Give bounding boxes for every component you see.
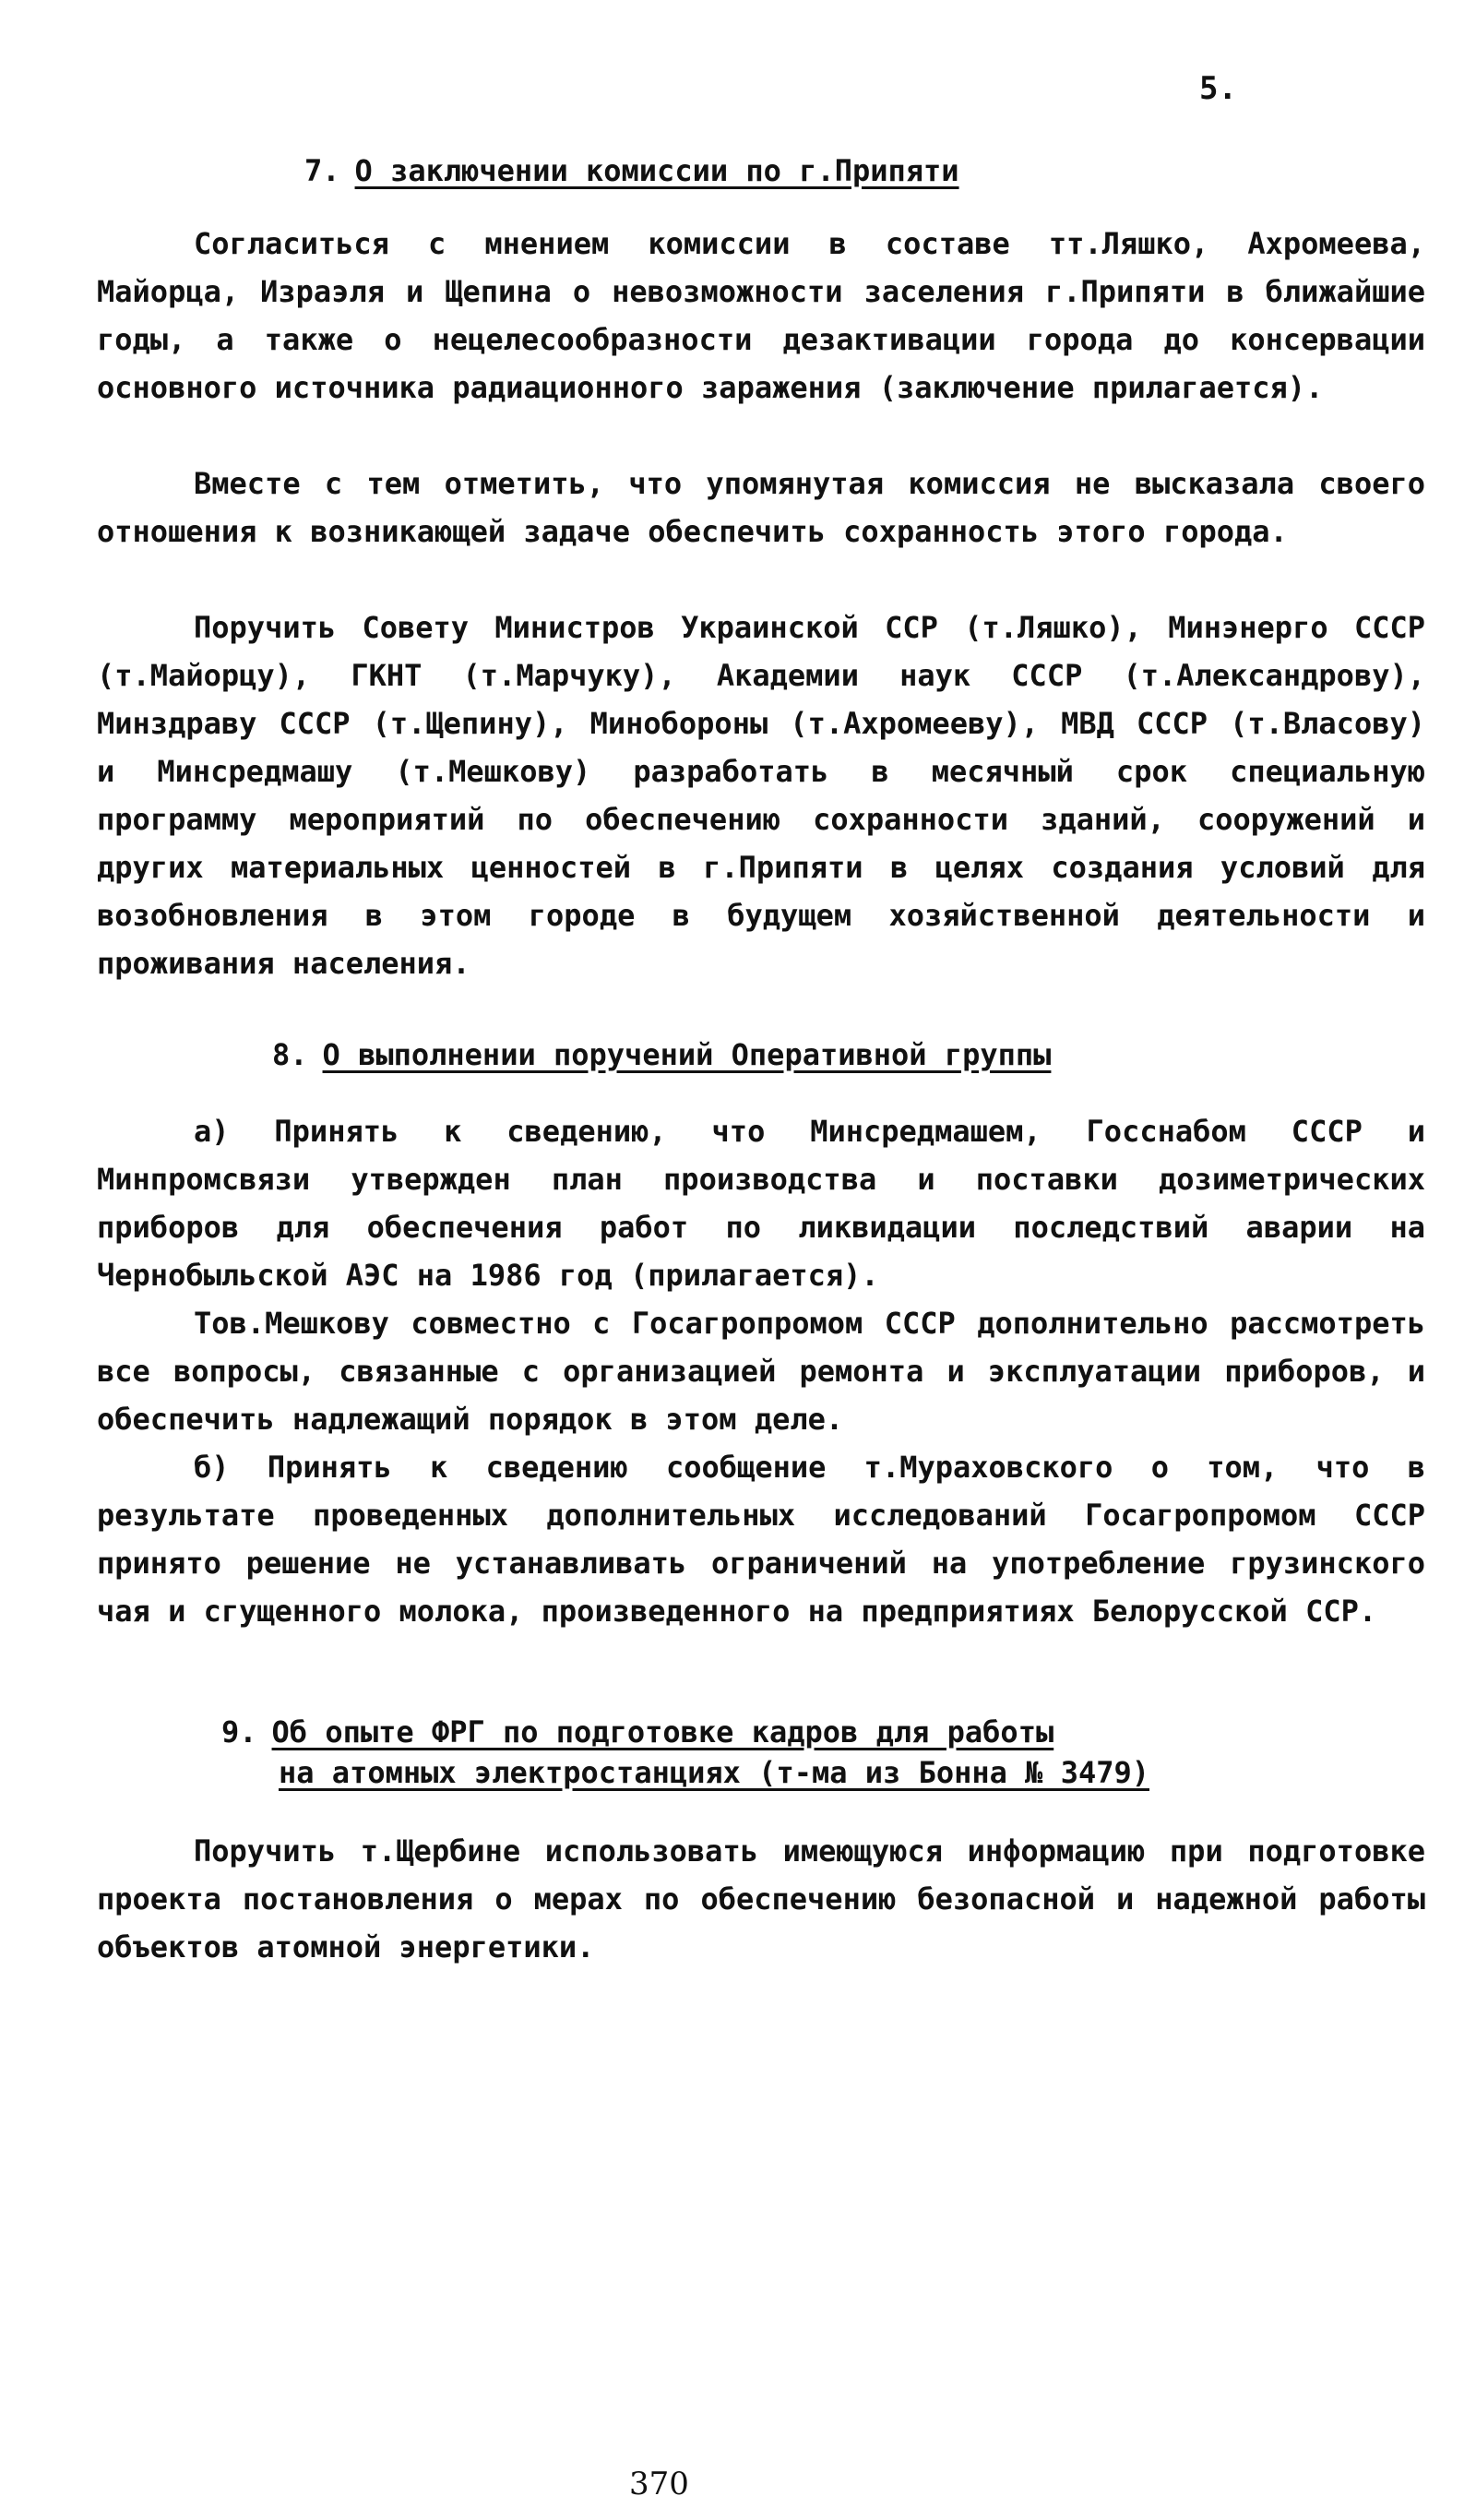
section-8-number: 8. xyxy=(272,1037,308,1072)
section-7-paragraph-3: Поручить Совету Министров Украинской ССР (т.Ляшко), Минэнерго СССР (т.Майорцу), ГКНТ (т.Марчуку), Академии наук СССР (т.Александрову), Минздраву СССР (т.Щепину), Минобороны (т.Ахромееву), МВД СССР (т.Власову) и Минсредмашу (т.Мешкову) разработать в месячный срок специальную программу мероприятий по обеспечению сохранности зданий, сооружений и других материальных ценностей в г.Припяти в целях создания условий для возобновления в этом городе в будущем хозяйственной деятельности и проживания населения. xyxy=(97,610,1425,981)
section-9-title-line-1: Об опыте ФРГ по подготовке кадров для работы xyxy=(271,1714,1054,1750)
section-9-heading xyxy=(221,1712,1149,1793)
archive-folio-number: 370 xyxy=(629,2466,689,2502)
section-8-paragraph-b: б) Принять к сведению сообщение т.Мураховского о том, что в результате проведенных дополнительных исследований Госагропромом СССР принято решение не устанавливать ограничений на употребление грузинского чая и сгущенного молока, произведенного на предприятиях Белорусской ССР. xyxy=(97,1450,1425,1629)
section-9-paragraph-1: Поручить т.Щербине использовать имеющуюся информацию при подготовке проекта постановления о мерах по обеспечению безопасной и надежной работы объектов атомной энергетики. xyxy=(97,1833,1425,1965)
section-7-paragraph-2: Вместе с тем отметить, что упомянутая комиссия не высказала своего отношения к возникающей задаче обеспечить сохранность этого города. xyxy=(97,466,1425,549)
section-8-heading xyxy=(272,1032,1051,1078)
section-7-number: 7. xyxy=(304,153,340,188)
section-8-paragraph-a-continued: Тов.Мешкову совместно с Госагропромом СССР дополнительно рассмотреть все вопросы, связанные с организацией ремонта и эксплуатации приборов, и обеспечить надлежащий порядок в этом деле. xyxy=(97,1306,1425,1437)
section-8-paragraph-a: а) Принять к сведению, что Минсредмашем, Госснабом СССР и Минпромсвязи утвержден план производства и поставки дозиметрических приборов для обеспечения работ по ликвидации последствий аварии на Чернобыльской АЭС на 1986 год (прилагается). xyxy=(97,1114,1425,1293)
section-9-title-line-2: на атомных электростанциях (т-ма из Бонна № 3479) xyxy=(279,1755,1150,1790)
page-number: 5. xyxy=(1199,70,1237,107)
section-7-heading xyxy=(304,148,959,194)
section-7-paragraph-1: Согласиться с мнением комиссии в составе тт.Ляшко, Ахромеева, Майорца, Израэля и Щепина о невозможности заселения г.Припяти в ближайшие годы, а также о нецелесообразности дезактивации города до консервации основного источника радиационного заражения (заключение прилагается). xyxy=(97,226,1425,405)
section-9-number: 9. xyxy=(221,1714,257,1750)
section-8-title: О выполнении поручений Оперативной группы xyxy=(322,1037,1052,1072)
section-7-title: О заключении комиссии по г.Припяти xyxy=(354,153,959,188)
